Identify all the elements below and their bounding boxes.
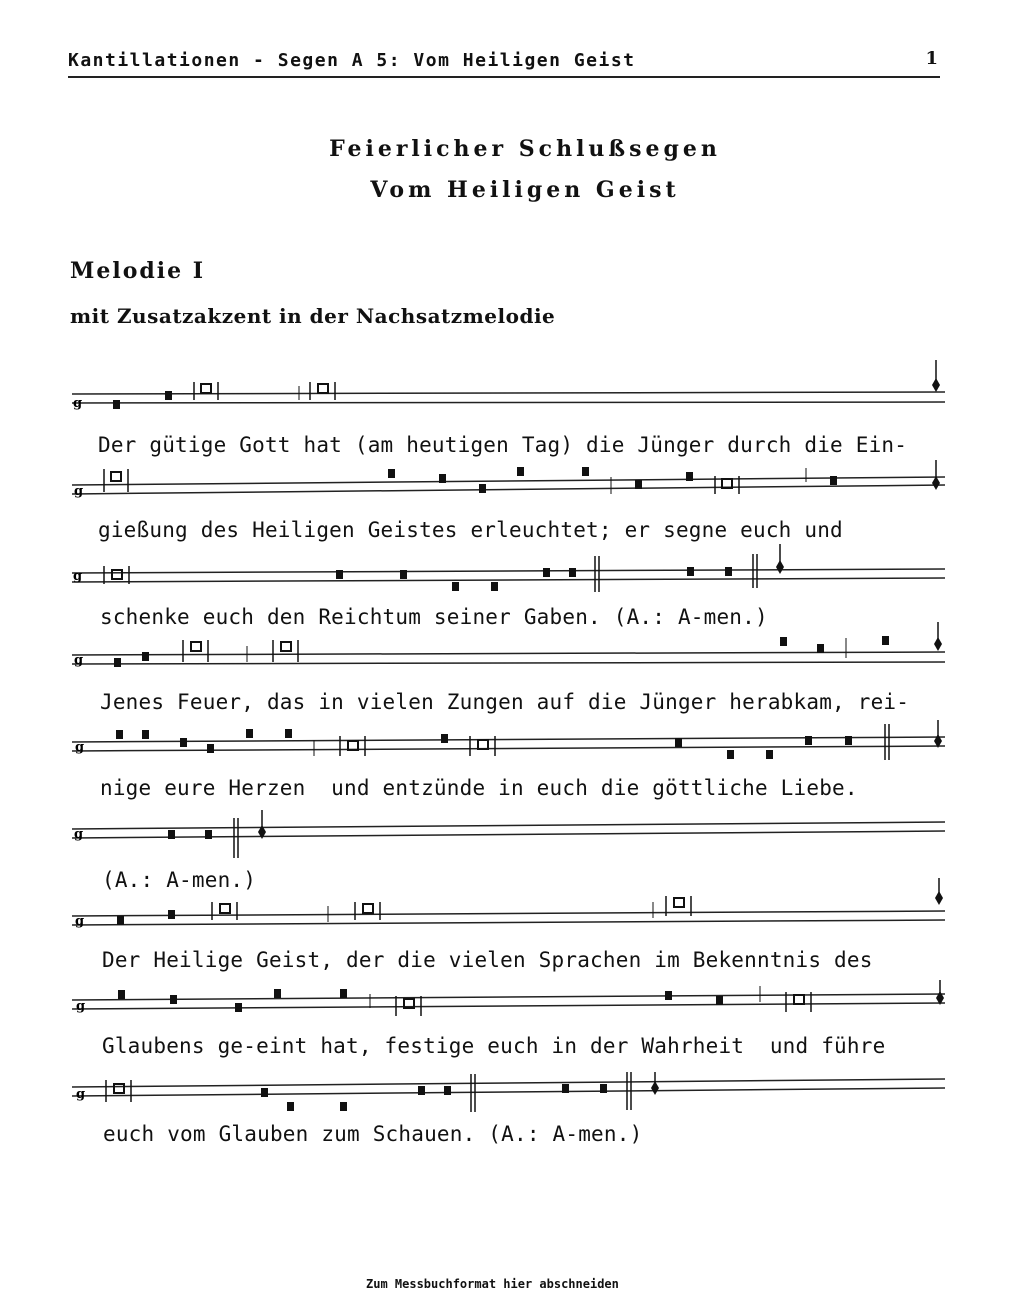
lyric-line: Glaubens ge-eint hat, festige euch in der Wahrheit und führe (102, 1034, 886, 1058)
clef-icon: g (74, 484, 84, 499)
lyric-line: nige eure Herzen und entzünde in euch die göttliche Liebe. (100, 776, 858, 800)
lyric-line: (A.: A-men.) (102, 868, 257, 892)
clef-icon: g (73, 569, 83, 584)
clef-icon: g (76, 1087, 86, 1102)
staff-notation (0, 972, 1018, 1032)
running-header (68, 48, 940, 78)
lyric-line: Jenes Feuer, das in vielen Zungen auf die Jünger herabkam, rei- (100, 690, 910, 714)
music-staff (0, 540, 1018, 600)
music-staff (0, 452, 1018, 512)
lyric-line: schenke euch den Reichtum seiner Gaben. (A.: A-men.) (100, 605, 768, 629)
music-staff (0, 356, 1018, 416)
staff-notation (0, 540, 1018, 600)
clef-icon: g (73, 396, 83, 411)
clef-icon: g (74, 827, 84, 842)
title-line-1: Feierlicher Schlußsegen (329, 136, 721, 162)
lyric-line: Der Heilige Geist, der die vielen Sprachen im Bekenntnis des (102, 948, 873, 972)
music-staff (0, 878, 1018, 938)
footer-note: Zum Messbuchformat hier abschneiden (366, 1277, 619, 1291)
melody-heading: Melodie I (70, 258, 206, 284)
clef-icon: g (74, 653, 84, 668)
lyric-line: euch vom Glauben zum Schauen. (A.: A-men.) (103, 1122, 643, 1146)
staff-notation (0, 452, 1018, 512)
music-staff (0, 972, 1018, 1032)
clef-icon: g (75, 914, 85, 929)
staff-notation (0, 878, 1018, 938)
staff-notation (0, 356, 1018, 416)
lyric-line: gießung des Heiligen Geistes erleuchtet; er segne euch und (98, 518, 843, 542)
clef-icon: g (75, 740, 85, 755)
melody-subheading: mit Zusatzakzent in der Nachsatzmelodie (70, 304, 556, 328)
staff-notation (0, 712, 1018, 772)
music-staff (0, 808, 1018, 868)
page-number: 1 (925, 48, 938, 69)
staff-notation (0, 1060, 1018, 1120)
lyric-line: Der gütige Gott hat (am heutigen Tag) die Jünger durch die Ein- (98, 433, 908, 457)
title-line-2: Vom Heiligen Geist (370, 177, 680, 203)
staff-notation (0, 622, 1018, 682)
staff-notation (0, 808, 1018, 868)
music-staff (0, 712, 1018, 772)
clef-icon: g (76, 999, 86, 1014)
music-staff (0, 622, 1018, 682)
header-title: Kantillationen - Segen A 5: Vom Heiligen Geist (68, 50, 636, 71)
music-staff (0, 1060, 1018, 1120)
